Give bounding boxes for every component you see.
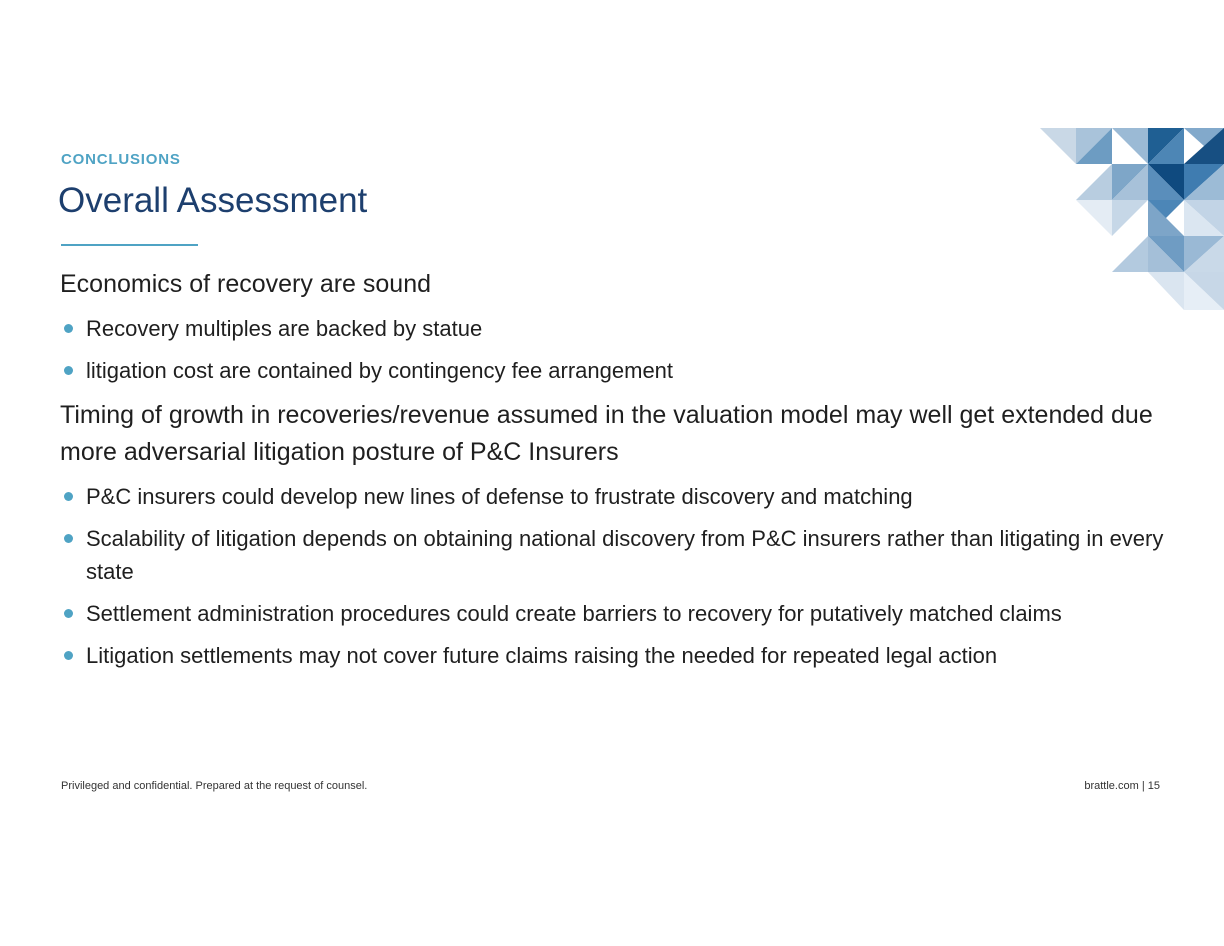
bullet-text: litigation cost are contained by contingency fee arrangement <box>86 358 674 383</box>
bullet-dot-icon <box>64 492 73 501</box>
bullet-dot-icon <box>64 651 73 660</box>
bullet-list <box>60 480 1170 672</box>
list-item <box>60 480 1170 513</box>
bullet-text: Scalability of litigation depends on obtaining national discovery from P&C insurers rather than litigating in every state <box>86 526 1164 584</box>
bullet-dot-icon <box>64 324 73 333</box>
site-link[interactable]: brattle.com <box>1084 780 1139 792</box>
bullet-text: Settlement administration procedures could create barriers to recovery for putatively matched claims <box>86 601 1062 626</box>
bullet-text: Recovery multiples are backed by statue <box>86 316 483 341</box>
page-title: Overall Assessment <box>58 181 368 220</box>
list-item <box>60 522 1170 588</box>
confidentiality-notice: Privileged and confidential. Prepared at the request of counsel. <box>61 780 368 792</box>
list-item <box>60 639 1170 672</box>
list-item <box>60 597 1170 630</box>
footer-separator: | <box>1141 780 1145 792</box>
bullet-text: P&C insurers could develop new lines of defense to frustrate discovery and matching <box>86 484 913 509</box>
bullet-list <box>60 312 1170 387</box>
bullet-dot-icon <box>64 609 73 618</box>
title-underline <box>61 244 198 246</box>
block-heading: Economics of recovery are sound <box>60 270 432 298</box>
bullet-text: Litigation settlements may not cover future claims raising the needed for repeated legal action <box>86 643 998 668</box>
section-label: CONCLUSIONS <box>61 151 181 168</box>
bullet-dot-icon <box>64 366 73 375</box>
list-item <box>60 354 1170 387</box>
content-area <box>60 266 1170 672</box>
block-heading: Timing of growth in recoveries/revenue assumed in the valuation model may well get extended due more adversarial litigation posture of P&C Insurers <box>60 401 1153 466</box>
bullet-dot-icon <box>64 534 73 543</box>
page-number: 15 <box>1147 780 1160 792</box>
list-item <box>60 312 1170 345</box>
footer-page-info <box>1084 780 1160 792</box>
